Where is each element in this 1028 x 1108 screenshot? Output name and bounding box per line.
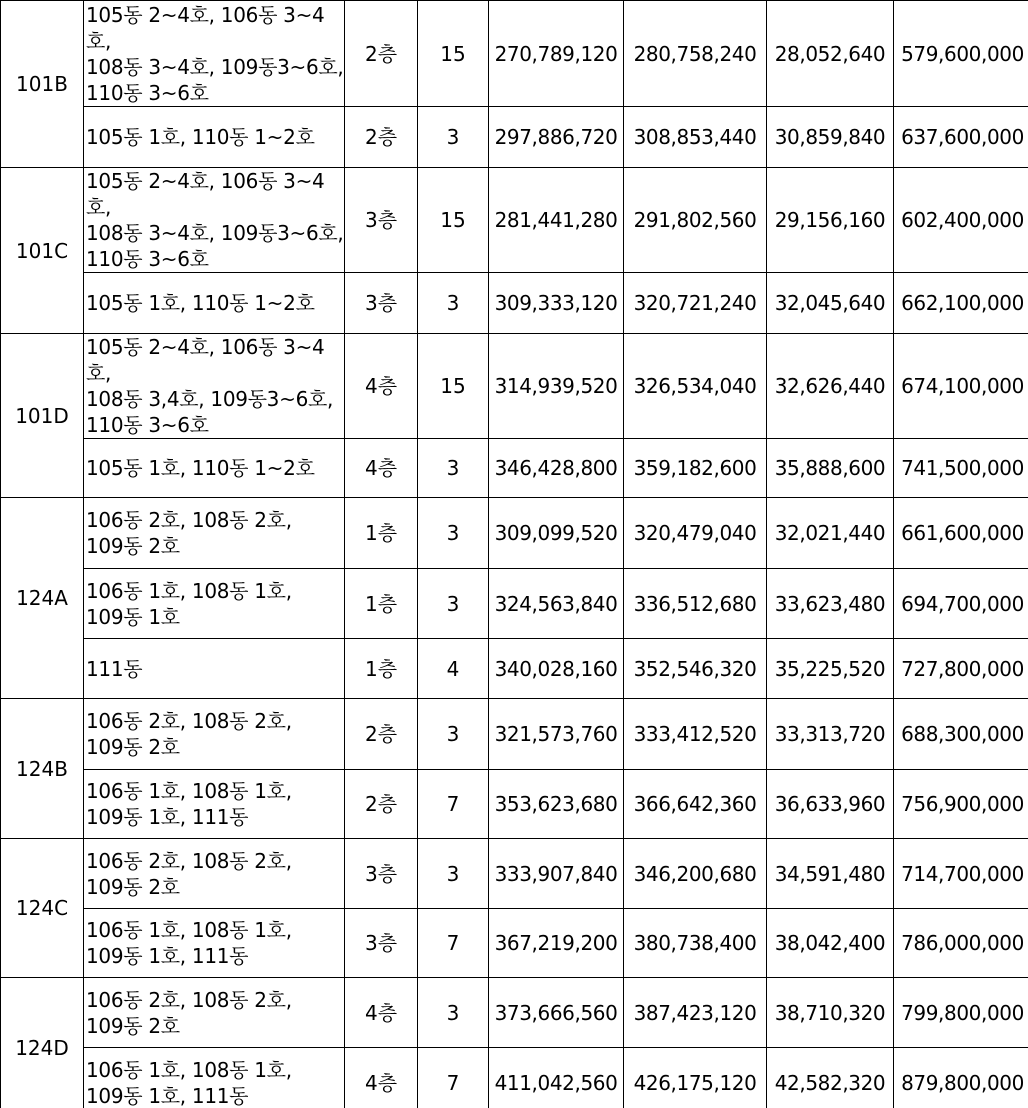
floor-cell: 4층 bbox=[345, 439, 418, 498]
total-cell: 727,800,000 bbox=[894, 639, 1028, 699]
units-line: 105동 1호, 110동 1~2호 bbox=[86, 125, 315, 149]
units-line: 110동 3~6호 bbox=[86, 247, 209, 271]
value-cell-3: 38,710,320 bbox=[767, 978, 894, 1048]
value-cell-1: 297,886,720 bbox=[489, 107, 624, 168]
value-cell-2: 326,534,040 bbox=[624, 334, 767, 439]
value-cell-2: 366,642,360 bbox=[624, 770, 767, 839]
value-cell-1: 309,099,520 bbox=[489, 498, 624, 569]
total-cell: 688,300,000 bbox=[894, 699, 1028, 770]
floor-cell: 2층 bbox=[345, 107, 418, 168]
building-units-cell bbox=[84, 498, 345, 569]
units-line: 108동 3~4호, 109동3~6호, bbox=[86, 54, 344, 79]
units-line: 105동 2~4호, 106동 3~4호, bbox=[86, 169, 325, 219]
units-line: 105동 1호, 110동 1~2호 bbox=[86, 456, 315, 480]
floor-cell: 2층 bbox=[345, 699, 418, 770]
value-cell-1: 281,441,280 bbox=[489, 168, 624, 273]
value-cell-3: 38,042,400 bbox=[767, 909, 894, 978]
count-cell: 3 bbox=[418, 439, 489, 498]
value-cell-2: 308,853,440 bbox=[624, 107, 767, 168]
value-cell-1: 346,428,800 bbox=[489, 439, 624, 498]
table-row bbox=[1, 498, 1028, 569]
value-cell-2: 387,423,120 bbox=[624, 978, 767, 1048]
floor-cell: 4층 bbox=[345, 334, 418, 439]
value-cell-2: 291,802,560 bbox=[624, 168, 767, 273]
units-line: 106동 2호, 108동 2호, bbox=[86, 848, 292, 873]
value-cell-3: 32,626,440 bbox=[767, 334, 894, 439]
value-cell-2: 426,175,120 bbox=[624, 1048, 767, 1108]
total-cell: 741,500,000 bbox=[894, 439, 1028, 498]
value-cell-2: 333,412,520 bbox=[624, 699, 767, 770]
units-line: 110동 3~6호 bbox=[86, 80, 209, 105]
units-line: 109동 1호, 111동 bbox=[86, 805, 249, 829]
value-cell-2: 359,182,600 bbox=[624, 439, 767, 498]
count-cell: 3 bbox=[418, 498, 489, 569]
count-cell: 15 bbox=[418, 1, 489, 107]
building-units-cell bbox=[84, 334, 345, 439]
units-line: 109동 1호 bbox=[86, 604, 180, 629]
total-cell: 694,700,000 bbox=[894, 569, 1028, 639]
units-line: 108동 3,4호, 109동3~6호, bbox=[86, 387, 334, 411]
value-cell-3: 28,052,640 bbox=[767, 1, 894, 107]
unit-type-cell: 124A bbox=[1, 498, 84, 699]
units-line: 109동 1호, 111동 bbox=[86, 1083, 249, 1108]
floor-cell: 3층 bbox=[345, 839, 418, 909]
floor-cell: 4층 bbox=[345, 1048, 418, 1108]
units-line: 106동 1호, 108동 1호, bbox=[86, 918, 292, 942]
value-cell-2: 320,721,240 bbox=[624, 273, 767, 334]
floor-cell: 1층 bbox=[345, 498, 418, 569]
units-line: 109동 1호, 111동 bbox=[86, 944, 249, 968]
value-cell-1: 353,623,680 bbox=[489, 770, 624, 839]
total-cell: 662,100,000 bbox=[894, 273, 1028, 334]
building-units-cell bbox=[84, 770, 345, 839]
units-line: 105동 2~4호, 106동 3~4호, bbox=[86, 2, 325, 53]
value-cell-1: 367,219,200 bbox=[489, 909, 624, 978]
building-units-cell bbox=[84, 978, 345, 1048]
count-cell: 7 bbox=[418, 1048, 489, 1108]
value-cell-3: 34,591,480 bbox=[767, 839, 894, 909]
total-cell: 714,700,000 bbox=[894, 839, 1028, 909]
building-units-cell bbox=[84, 839, 345, 909]
count-cell: 3 bbox=[418, 569, 489, 639]
value-cell-1: 324,563,840 bbox=[489, 569, 624, 639]
units-line: 108동 3~4호, 109동3~6호, bbox=[86, 221, 344, 245]
count-cell: 3 bbox=[418, 273, 489, 334]
value-cell-3: 35,888,600 bbox=[767, 439, 894, 498]
units-line: 105동 2~4호, 106동 3~4호, bbox=[86, 335, 325, 385]
units-line: 111동 bbox=[86, 656, 143, 681]
unit-type-cell: 124B bbox=[1, 699, 84, 839]
count-cell: 7 bbox=[418, 909, 489, 978]
table-row bbox=[1, 839, 1028, 909]
table-row bbox=[1, 168, 1028, 273]
count-cell: 3 bbox=[418, 839, 489, 909]
total-cell: 637,600,000 bbox=[894, 107, 1028, 168]
floor-cell: 1층 bbox=[345, 569, 418, 639]
units-line: 106동 1호, 108동 1호, bbox=[86, 1057, 292, 1082]
count-cell: 4 bbox=[418, 639, 489, 699]
unit-type-cell: 101C bbox=[1, 168, 84, 334]
value-cell-1: 373,666,560 bbox=[489, 978, 624, 1048]
table-row bbox=[1, 273, 1028, 334]
count-cell: 3 bbox=[418, 107, 489, 168]
value-cell-3: 30,859,840 bbox=[767, 107, 894, 168]
value-cell-2: 336,512,680 bbox=[624, 569, 767, 639]
units-line: 110동 3~6호 bbox=[86, 413, 209, 437]
building-units-cell bbox=[84, 909, 345, 978]
value-cell-3: 35,225,520 bbox=[767, 639, 894, 699]
value-cell-3: 36,633,960 bbox=[767, 770, 894, 839]
building-units-cell bbox=[84, 168, 345, 273]
units-line: 106동 1호, 108동 1호, bbox=[86, 779, 292, 803]
floor-cell: 2층 bbox=[345, 1, 418, 107]
unit-type-cell: 101B bbox=[1, 1, 84, 168]
units-line: 109동 2호 bbox=[86, 735, 180, 759]
value-cell-3: 42,582,320 bbox=[767, 1048, 894, 1108]
value-cell-2: 320,479,040 bbox=[624, 498, 767, 569]
building-units-cell bbox=[84, 569, 345, 639]
building-units-cell bbox=[84, 1048, 345, 1108]
value-cell-3: 32,045,640 bbox=[767, 273, 894, 334]
unit-type-cell: 101D bbox=[1, 334, 84, 498]
total-cell: 799,800,000 bbox=[894, 978, 1028, 1048]
building-units-cell bbox=[84, 699, 345, 770]
total-cell: 674,100,000 bbox=[894, 334, 1028, 439]
total-cell: 579,600,000 bbox=[894, 1, 1028, 107]
value-cell-1: 411,042,560 bbox=[489, 1048, 624, 1108]
units-line: 106동 1호, 108동 1호, bbox=[86, 578, 292, 603]
value-cell-1: 270,789,120 bbox=[489, 1, 624, 107]
value-cell-1: 314,939,520 bbox=[489, 334, 624, 439]
value-cell-3: 33,623,480 bbox=[767, 569, 894, 639]
building-units-cell bbox=[84, 439, 345, 498]
count-cell: 3 bbox=[418, 978, 489, 1048]
floor-cell: 3층 bbox=[345, 273, 418, 334]
table-row bbox=[1, 909, 1028, 978]
table-row bbox=[1, 699, 1028, 770]
total-cell: 756,900,000 bbox=[894, 770, 1028, 839]
table-row bbox=[1, 439, 1028, 498]
total-cell: 602,400,000 bbox=[894, 168, 1028, 273]
table-row bbox=[1, 107, 1028, 168]
floor-cell: 3층 bbox=[345, 909, 418, 978]
count-cell: 15 bbox=[418, 334, 489, 439]
floor-cell: 1층 bbox=[345, 639, 418, 699]
value-cell-3: 32,021,440 bbox=[767, 498, 894, 569]
table-row bbox=[1, 978, 1028, 1048]
value-cell-2: 380,738,400 bbox=[624, 909, 767, 978]
total-cell: 879,800,000 bbox=[894, 1048, 1028, 1108]
table-row bbox=[1, 569, 1028, 639]
value-cell-3: 29,156,160 bbox=[767, 168, 894, 273]
value-cell-1: 309,333,120 bbox=[489, 273, 624, 334]
units-line: 105동 1호, 110동 1~2호 bbox=[86, 291, 315, 315]
count-cell: 7 bbox=[418, 770, 489, 839]
unit-type-cell: 124D bbox=[1, 978, 84, 1108]
unit-type-cell: 124C bbox=[1, 839, 84, 978]
floor-cell: 3층 bbox=[345, 168, 418, 273]
count-cell: 3 bbox=[418, 699, 489, 770]
units-line: 109동 2호 bbox=[86, 1013, 180, 1038]
units-line: 106동 2호, 108동 2호, bbox=[86, 508, 292, 532]
units-line: 106동 2호, 108동 2호, bbox=[86, 709, 292, 733]
table-row bbox=[1, 639, 1028, 699]
value-cell-2: 280,758,240 bbox=[624, 1, 767, 107]
building-units-cell bbox=[84, 107, 345, 168]
value-cell-2: 346,200,680 bbox=[624, 839, 767, 909]
value-cell-1: 321,573,760 bbox=[489, 699, 624, 770]
floor-cell: 4층 bbox=[345, 978, 418, 1048]
building-units-cell bbox=[84, 639, 345, 699]
table-row bbox=[1, 334, 1028, 439]
value-cell-1: 333,907,840 bbox=[489, 839, 624, 909]
building-units-cell bbox=[84, 273, 345, 334]
table-row bbox=[1, 770, 1028, 839]
value-cell-1: 340,028,160 bbox=[489, 639, 624, 699]
total-cell: 786,000,000 bbox=[894, 909, 1028, 978]
table-row bbox=[1, 1048, 1028, 1108]
table-row bbox=[1, 1, 1028, 107]
floor-cell: 2층 bbox=[345, 770, 418, 839]
units-line: 106동 2호, 108동 2호, bbox=[86, 987, 292, 1012]
units-line: 109동 2호 bbox=[86, 874, 180, 899]
units-line: 109동 2호 bbox=[86, 534, 180, 558]
value-cell-2: 352,546,320 bbox=[624, 639, 767, 699]
count-cell: 15 bbox=[418, 168, 489, 273]
value-cell-3: 33,313,720 bbox=[767, 699, 894, 770]
building-units-cell bbox=[84, 1, 345, 107]
total-cell: 661,600,000 bbox=[894, 498, 1028, 569]
